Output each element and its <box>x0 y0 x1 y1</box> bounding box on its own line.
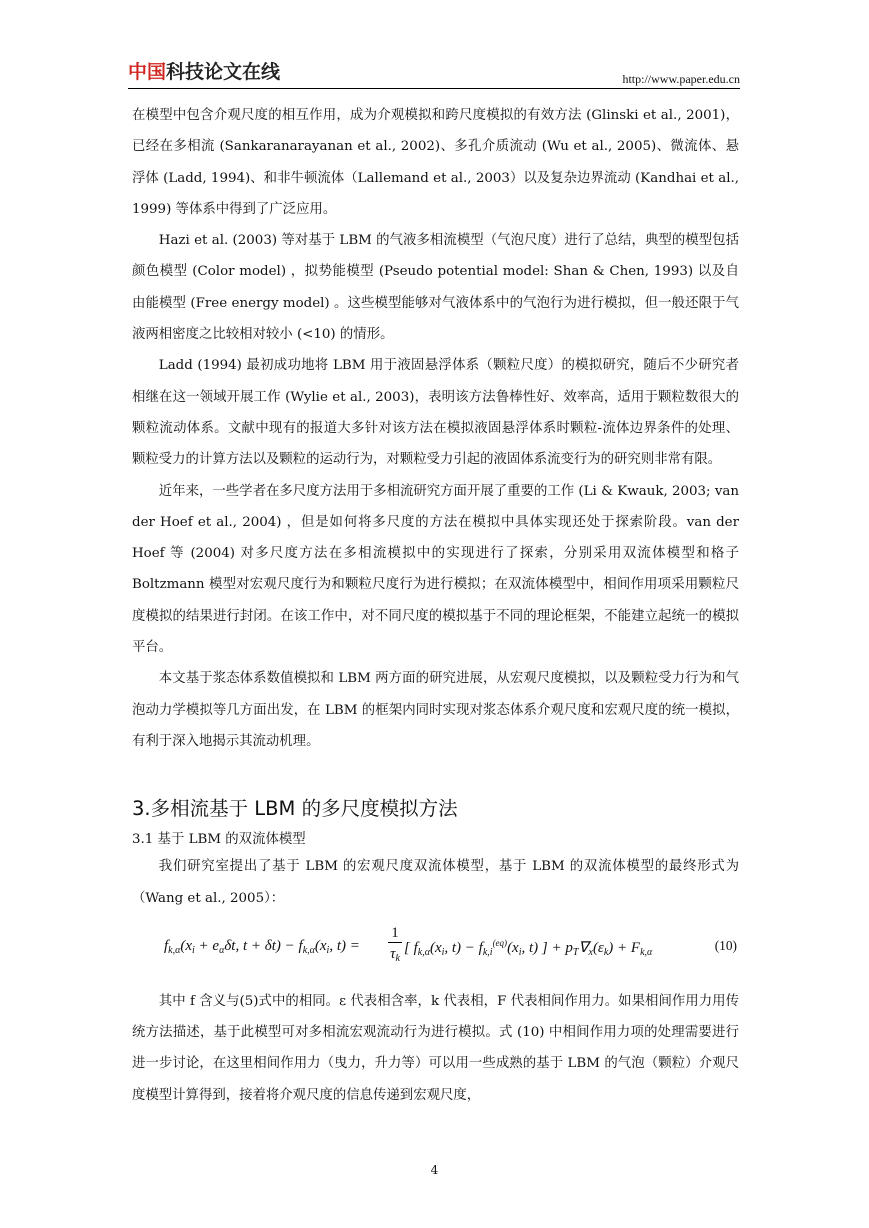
paragraph-1: 在模型中包含介观尺度的相互作用，成为介观模拟和跨尺度模拟的有效方法 (Glinski et al., 2001)，已经在多相流 (Sankaranarayanan et al., 2002)、多孔介质流动 (Wu et al., 2005)、微流体、悬浮体 (Ladd, 1994)、和非牛顿流体（Lallemand et al., 2003）以及复杂边界流动 (Kandhai et al., 1999) 等体系中得到了广泛应用。 <box>132 108 739 217</box>
paragraph-after-equation: 其中 f 含义与(5)式中的相同。ε 代表相含率，k 代表相，F 代表相间作用力。如果相间作用力用传统方法描述，基于此模型可对多相流宏观流动行为进行模拟。式 (10) 中相间作用力项的处理需要进行进一步讨论，在这里相间作用力（曳力，升力等）可以用一些成熟的基于 LBM 的气泡（颗粒）介观尺度模型计算得到，接着将介观尺度的信息传递到宏观尺度， <box>132 993 739 1103</box>
logo-text-dark: 科技论文在线 <box>166 61 281 83</box>
paragraph-before-equation: 我们研究室提出了基于 LBM 的宏观尺度双流体模型，基于 LBM 的双流体模型的最终形式为（Wang et al., 2005）： <box>132 859 739 906</box>
header-url[interactable]: http://www.paper.edu.cn <box>622 72 740 86</box>
equation-number: (10) <box>714 937 737 953</box>
equation-lhs: $f_{k,\alpha}(x_i + e_\alpha\delta t$, $t + \delta t) - f_{k,\alpha}(x_i$, t) = <box>164 937 360 956</box>
site-logo <box>128 60 280 84</box>
paragraph-5: 本文基于浆态体系数值模拟和 LBM 两方面的研究进展，从宏观尺度模拟，以及颗粒受力行为和气泡动力学模拟等几方面出发，在 LBM 的框架内同时实现对浆态体系介观尺度和宏观尺度的统一模拟，有利于深入地揭示其流动机理。 <box>132 671 739 749</box>
paragraph-3: Ladd (1994) 最初成功地将 LBM 用于液固悬浮体系（颗粒尺度）的模拟研究，随后不少研究者相继在这一领域开展工作 (Wylie et al., 2003)，表明该方法鲁棒性好、效率高，适用于颗粒数很大的颗粒流动体系。文献中现有的报道大多针对该方法在模拟液固悬浮体系时颗粒-流体边界条件的处理、颗粒受力的计算方法以及颗粒的运动行为，对颗粒受力引起的液固体系流变行为的研究则非常有限。 <box>132 358 739 468</box>
page-header <box>128 60 740 92</box>
paragraph-2: Hazi et al. (2003) 等对基于 LBM 的气液多相流模型（气泡尺度）进行了总结，典型的模型包括颜色模型 (Color model) ，拟势能模型 (Pseudo potential model: Shan & Chen, 1993) 以及自由能模型 (Free energy model) 。这些模型能够对气液体系中的气泡行为进行模拟，但一般还限于气液两相密度之比较相对较小 (<10) 的情形。 <box>132 233 739 343</box>
paragraph-4: 近年来，一些学者在多尺度方法用于多相流研究方面开展了重要的工作 (Li & Kwauk, 2003; van der Hoef et al., 2004) ，但是如何将多尺度的方法在模拟中具体实现还处于探索阶段。van der Hoef 等 (2004) 对多尺度方法在多相流模拟中的实现进行了探索，分别采用双流体模型和格子 Boltzmann 模型对宏观尺度行为和颗粒尺度行为进行模拟；在双流体模型中，相间作用项采用颗粒尺度模拟的结果进行封闭。在该工作中，对不同尺度的模拟基于不同的理论框架，不能建立起统一的模拟平台。 <box>132 483 739 656</box>
page-number: 4 <box>430 1163 439 1177</box>
equation-fraction: 1 $\tau_k$ <box>388 924 402 970</box>
page-body <box>132 100 739 1111</box>
equation-rhs: [ $f_{k,\alpha}(x_i$, $t) - f_{k,i}^{(eq)}(x_i$, t) ] + $p_T\nabla_x(\varepsilon_k) + F_{k,\alpha}$ <box>404 937 653 958</box>
header-rule <box>128 88 740 89</box>
logo-text-red: 中国 <box>128 61 167 83</box>
section-title: 3.多相流基于 LBM 的多尺度模拟方法 <box>132 797 458 821</box>
subsection-title: 3.1 基于 LBM 的双流体模型 <box>132 832 306 848</box>
equation-10 <box>132 920 739 978</box>
